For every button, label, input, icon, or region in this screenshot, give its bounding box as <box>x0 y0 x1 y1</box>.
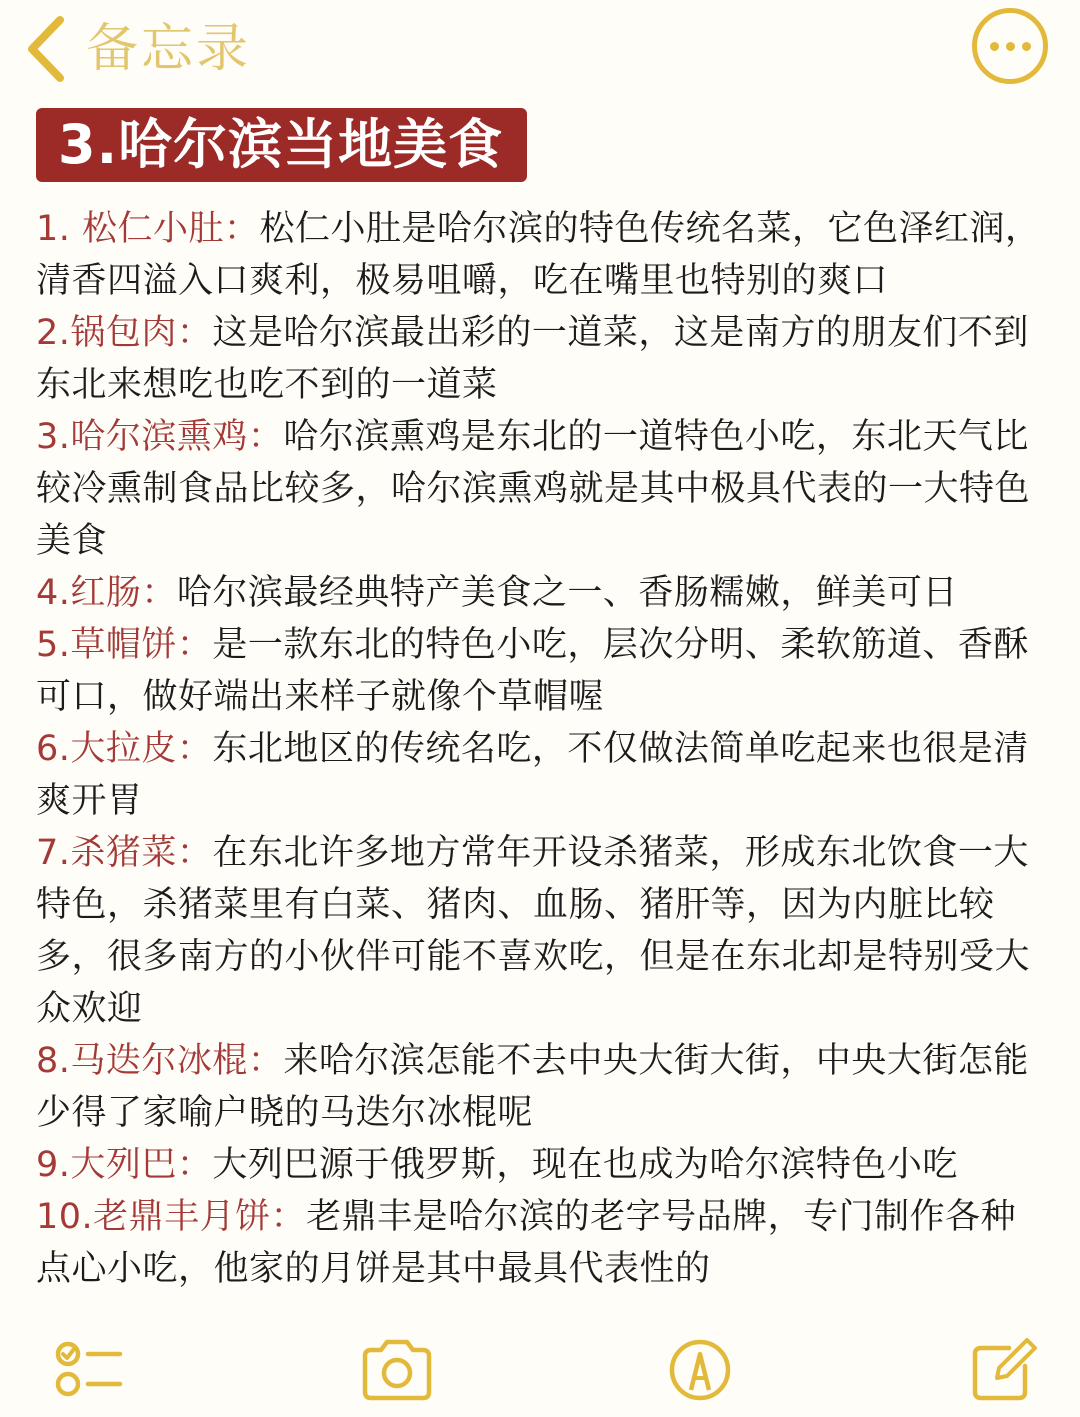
food-item <box>36 1191 1048 1295</box>
food-item <box>36 567 1048 619</box>
food-item-label: 10.老鼎丰月饼： <box>36 1197 307 1237</box>
food-item-text: 松仁小肚是哈尔滨的特色传统名菜，它色泽红润，清香四溢入口爽利，极易咀嚼，吃在嘴里也特别的爽口 <box>36 209 1041 301</box>
food-item <box>36 723 1048 827</box>
food-item <box>36 411 1048 567</box>
food-item <box>36 619 1048 723</box>
chevron-left-icon <box>22 14 68 84</box>
compose-icon <box>965 1334 1045 1406</box>
markup-pen-icon <box>660 1334 740 1406</box>
markup-button[interactable] <box>660 1334 740 1406</box>
food-item <box>36 203 1048 307</box>
food-item-text: 大列巴源于俄罗斯，现在也成为哈尔滨特色小吃 <box>212 1145 958 1185</box>
food-item-label: 6.大拉皮： <box>36 729 213 769</box>
food-item-text: 哈尔滨最经典特产美食之一、香肠糯嫩，鲜美可日 <box>176 573 958 613</box>
food-item-label: 5.草帽饼： <box>36 625 213 665</box>
camera-button[interactable] <box>357 1334 437 1406</box>
food-item-text: 哈尔滨熏鸡是东北的一道特色小吃，东北天气比较冷熏制食品比较多，哈尔滨熏鸡就是其中极具代表的一大特色美食 <box>36 417 1031 561</box>
back-button[interactable] <box>22 4 251 94</box>
food-item-text: 老鼎丰是哈尔滨的老字号品牌，专门制作各种点心小吃，他家的月饼是其中最具代表性的 <box>36 1197 1017 1289</box>
food-item <box>36 307 1048 411</box>
food-item-label: 8.马迭尔冰棍： <box>36 1041 284 1081</box>
ellipsis-dot <box>1006 42 1015 51</box>
food-item <box>36 827 1048 1035</box>
note-title: 3.哈尔滨当地美食 <box>36 108 527 182</box>
food-item-label: 7.杀猪菜： <box>36 833 213 873</box>
food-item <box>36 1035 1048 1139</box>
food-item-label: 4.红肠： <box>36 573 177 613</box>
food-item-text: 这是哈尔滨最出彩的一道菜，这是南方的朋友们不到东北来想吃也吃不到的一道菜 <box>36 313 1029 405</box>
bottom-toolbar <box>0 1322 1080 1417</box>
food-item-label: 1. 松仁小肚： <box>36 209 260 249</box>
navigation-bar <box>0 0 1080 100</box>
food-item-label: 3.哈尔滨熏鸡： <box>36 417 284 457</box>
food-item-text: 东北地区的传统名吃，不仅做法简单吃起来也很是清爽开胃 <box>36 729 1029 821</box>
food-item-label: 2.锅包肉： <box>36 313 213 353</box>
ellipsis-dot <box>1022 42 1031 51</box>
food-item-text: 在东北许多地方常年开设杀猪菜，形成东北饮食一大特色，杀猪菜里有白菜、猪肉、血肠、猪肝等，因为内脏比较多，很多南方的小伙伴可能不喜欢吃，但是在东北却是特别受大众欢迎 <box>36 833 1031 1029</box>
compose-button[interactable] <box>965 1334 1045 1406</box>
food-item <box>36 1139 1048 1191</box>
food-item-text: 是一款东北的特色小吃，层次分明、柔软筋道、香酥可口，做好端出来样子就像个草帽喔 <box>36 625 1029 717</box>
checklist-icon <box>50 1334 130 1406</box>
note-body[interactable] <box>36 203 1048 1295</box>
ellipsis-circle-icon <box>990 42 999 51</box>
more-options-button[interactable] <box>972 8 1048 84</box>
food-item-label: 9.大列巴： <box>36 1145 213 1185</box>
camera-icon <box>357 1334 437 1406</box>
checklist-button[interactable] <box>50 1334 130 1406</box>
food-item-text: 来哈尔滨怎能不去中央大街大街，中央大街怎能少得了家喻户晓的马迭尔冰棍呢 <box>36 1041 1029 1133</box>
back-label: 备忘录 <box>86 19 252 79</box>
